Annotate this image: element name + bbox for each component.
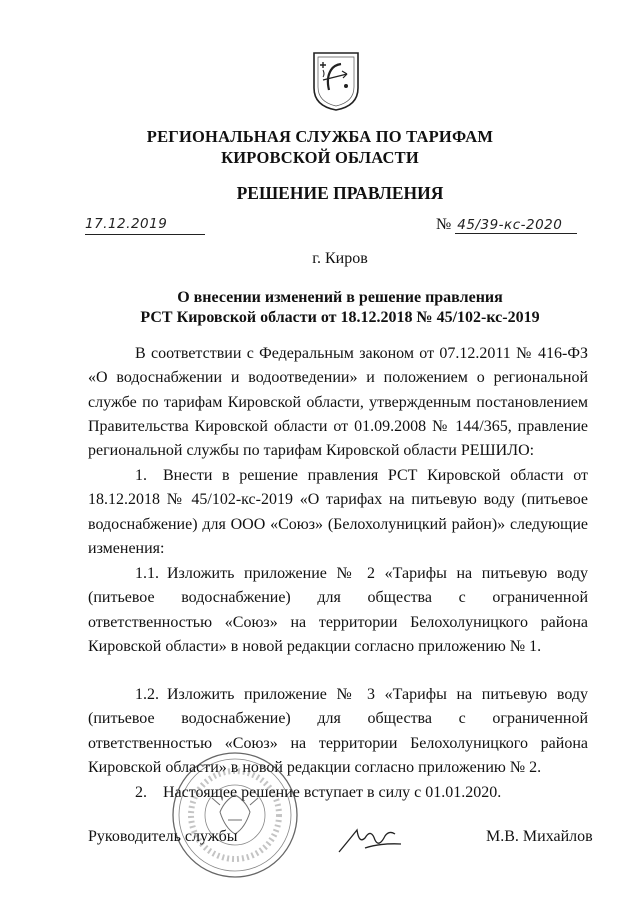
preamble-paragraph: В соответствии с Федеральным законом от 07.12.2011 № 416-ФЗ «О водоснабжении и водоотведении» и положением о региональной службе по тарифам Кировской области, утвержденным постановлением Правительства Кировской области от 01.09.2008 № 144/365, правление региональной службы по тарифам Кировской области РЕШИЛО: [88,345,588,460]
coat-of-arms-emblem [311,50,361,112]
document-number [436,216,586,236]
subject-line-2: РСТ Кировской области от 18.12.2018 № 45/102-кс-2019 [140,309,540,326]
item-1-2-paragraph: 1.2. Изложить приложение № 3 «Тарифы на питьевую воду (питьевое водоснабжение) для общества с ограниченной ответственностью «Союз» на территории Белохолуницкого района Кировской области» в новой редакции согласно приложению № 2. [88,686,588,776]
document-number-value: 45/39-кс-2020 [455,217,577,234]
item-1-paragraph: 1. Внести в решение правления РСТ Кировской области от 18.12.2018 № 45/102-кс-2019 «О тарифах на питьевую воду (питьевое водоснабжение) для ООО «Союз» (Белохолуницкий район)» следующие изменения: [88,467,588,557]
organization-name-line-2: КИРОВСКОЙ ОБЛАСТИ [221,148,419,167]
signatory-role: Руководитель службы [88,828,238,845]
document-title: РЕШЕНИЕ ПРАВЛЕНИЯ [236,183,444,203]
subject-line-1: О внесении изменений в решение правления [177,289,503,306]
handwritten-signature [335,818,405,858]
organization-name-line-1: РЕГИОНАЛЬНАЯ СЛУЖБА ПО ТАРИФАМ [146,127,494,146]
city-name: г. Киров [312,250,368,267]
official-stamp [170,750,300,880]
number-sign: № [436,216,452,233]
item-2-paragraph: 2. Настоящее решение вступает в силу с 01.01.2020. [135,784,502,801]
item-1-1-paragraph: 1.1. Изложить приложение № 2 «Тарифы на питьевую воду (питьевое водоснабжение) для общества с ограниченной ответственностью «Союз» на территории Белохолуницкого района Кировской области» в новой редакции согласно приложению № 1. [88,565,588,655]
signatory-name: М.В. Михайлов [486,828,593,845]
document-date: 17.12.2019 [85,216,205,235]
